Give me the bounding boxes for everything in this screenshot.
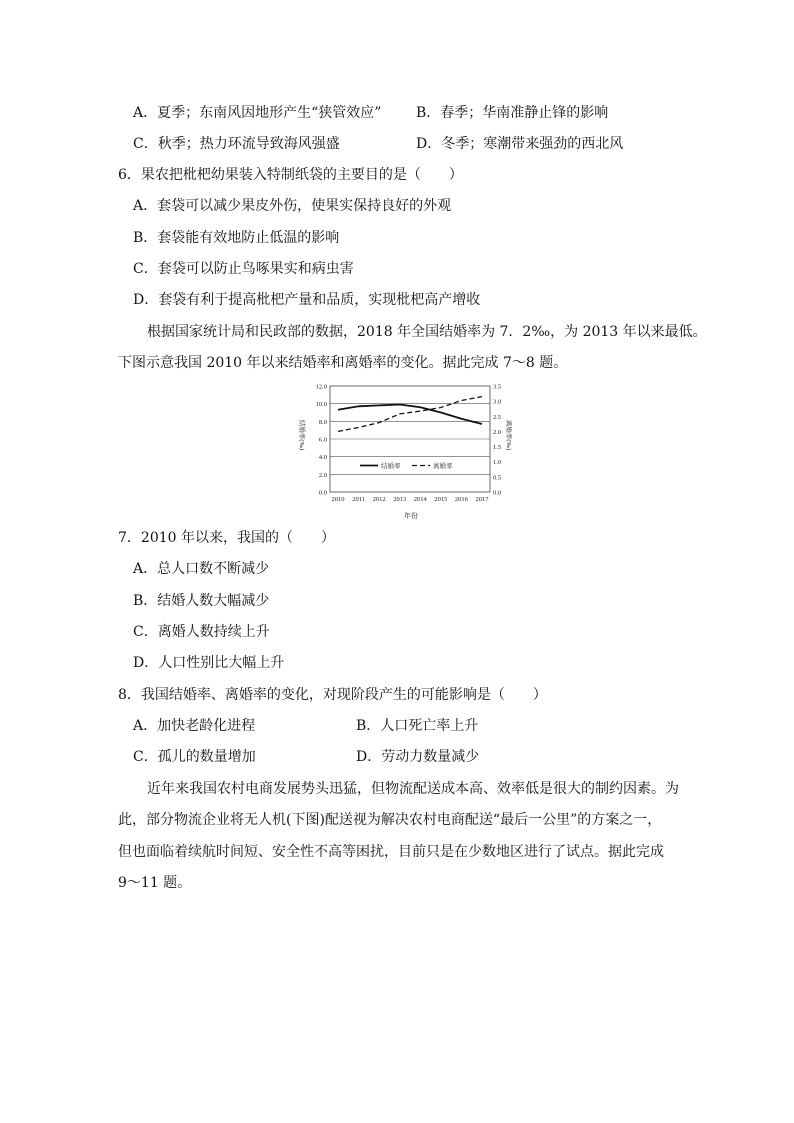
q7-option-b: B．结婚人数大幅减少 [133, 593, 270, 609]
left-tick-label: 10.0 [315, 401, 327, 409]
x-tick-label: 2014 [413, 496, 427, 503]
legend-label-divorce: 离婚率 [433, 463, 453, 470]
q6-option-d: D．套袋有利于提高枇杷产量和品质，实现枇杷高产增收 [133, 292, 481, 308]
x-tick-label: 2010 [331, 496, 345, 503]
q5-option-c: C．秋季；热力环流导致海风强盛 [133, 136, 340, 152]
q5-option-a: A．夏季；东南风因地形产生“狭管效应” [133, 105, 382, 121]
right-tick-label: 2.0 [493, 428, 502, 436]
passage-drone-line-1: 近年来我国农村电商发展势头迅猛，但物流配送成本高、效率低是很大的制约因素。为 [147, 781, 679, 797]
q7-option-a: A．总人口数不断减少 [133, 561, 270, 577]
right-tick-label: 1.0 [493, 459, 502, 467]
x-tick-label: 2015 [434, 496, 448, 503]
q8-stem: 8．我国结婚率、离婚率的变化，对现阶段产生的可能影响是（ ） [118, 687, 547, 703]
x-tick-label: 2017 [475, 496, 489, 503]
marriage-divorce-rate-chart [294, 378, 512, 520]
right-tick-label: 2.5 [493, 413, 502, 421]
q6-option-a: A．套袋可以减少果皮外伤，使果实保持良好的外观 [133, 198, 452, 214]
y-axis-label-right: 离婚率(‰) [505, 419, 512, 451]
passage-marriage-line-1: 根据国家统计局和民政部的数据，2018 年全国结婚率为 7．2‰，为 2013 年以来最低。 [147, 324, 707, 340]
left-tick-label: 0.0 [318, 489, 327, 497]
left-tick-label: 8.0 [318, 418, 327, 426]
passage-drone-line-2: 此，部分物流企业将无人机(下图)配送视为解决农村电商配送“最后一公里”的方案之一， [118, 812, 662, 828]
q5-option-b: B．春季；华南准静止锋的影响 [416, 105, 609, 121]
x-tick-label: 2016 [454, 496, 468, 503]
right-tick-label: 3.5 [493, 383, 502, 391]
chart-legend [356, 460, 462, 472]
y-axis-label-left: 结婚率(‰) [298, 419, 305, 451]
x-tick-label: 2012 [372, 496, 386, 503]
divorce-rate-line [338, 397, 482, 432]
x-axis-label: 年份 [404, 512, 418, 520]
right-tick-label: 3.0 [493, 398, 502, 406]
q5-option-d: D．冬季；寒潮带来强劲的西北风 [416, 136, 624, 152]
q6-stem: 6．果农把枇杷幼果装入特制纸袋的主要目的是（ ） [118, 167, 463, 183]
right-tick-label: 0.0 [493, 489, 502, 497]
left-tick-label: 4.0 [318, 454, 327, 462]
left-tick-label: 2.0 [318, 471, 327, 479]
q8-option-c: C．孤儿的数量增加 [133, 749, 256, 765]
q7-option-d: D．人口性别比大幅上升 [133, 655, 285, 671]
right-tick-label: 0.5 [493, 474, 502, 482]
x-axis-ticks [332, 496, 490, 503]
q6-option-b: B．套袋能有效地防止低温的影响 [133, 230, 340, 246]
passage-marriage-line-2: 下图示意我国 2010 年以来结婚率和离婚率的变化。据此完成 7～8 题。 [118, 355, 568, 371]
legend-label-marriage: 结婚率 [381, 463, 401, 470]
q8-option-a: A．加快老龄化进程 [133, 718, 256, 734]
chart-series [338, 397, 482, 432]
right-axis-ticks [493, 384, 501, 497]
x-tick-label: 2013 [393, 496, 407, 503]
q7-stem: 7．2010 年以来，我国的（ ） [118, 530, 335, 546]
q6-option-c: C．套袋可以防止鸟啄果实和病虫害 [133, 261, 354, 277]
right-tick-label: 1.5 [493, 444, 502, 452]
q7-option-c: C．离婚人数持续上升 [133, 624, 270, 640]
q8-option-d: D．劳动力数量减少 [356, 749, 480, 765]
left-axis-ticks [316, 384, 327, 497]
passage-drone-line-4: 9～11 题。 [118, 875, 192, 891]
left-tick-label: 12.0 [315, 383, 327, 391]
x-tick-label: 2011 [352, 496, 365, 503]
left-tick-label: 6.0 [318, 436, 327, 444]
passage-drone-line-3: 但也面临着续航时间短、安全性不高等困扰，目前只是在少数地区进行了试点。据此完成 [118, 844, 664, 860]
q8-option-b: B．人口死亡率上升 [356, 718, 479, 734]
